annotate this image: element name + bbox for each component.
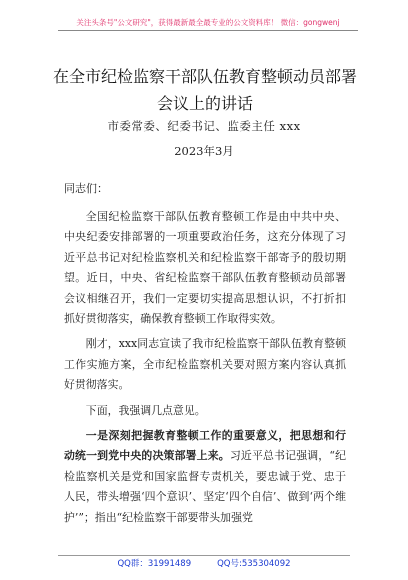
- document-body: [64, 207, 346, 533]
- footer-qq: QQ号:535304092: [217, 559, 291, 569]
- footer-qq-group: QQ群：31991489: [117, 559, 192, 569]
- section-heading: 一是深刻把握教育整顿工作的重要意义，把思想和行动统一到党中央的决策部署上来。: [64, 429, 346, 463]
- paragraph: 全国纪检监察干部队伍教育整顿工作是由中共中央、中央纪委安排部署的一项重要政治任务，这充分体现了习近平总书记对纪检监察机关和纪检监察干部寄予的殷切期望。近日，中央、省纪检监察干部队伍教育整顿动员部署会议相继召开，我们一定要切实提高思想认识，不打折扣抓好贯彻落实，确保教育整顿工作取得实效。: [64, 210, 346, 326]
- promo-banner-text: 关注头条号"公文研究"，获得最新最全最专业的公文资料库！ 微信：gongwenj: [76, 18, 340, 27]
- document-date: 2023年3月: [174, 144, 234, 158]
- document-title: 在全市纪检监察干部队伍教育整顿动员部署会议上的讲话: [52, 67, 357, 113]
- footer: [0, 557, 408, 573]
- paragraph: 刚才，xxx同志宣读了我市纪检监察干部队伍教育整顿工作实施方案，全市纪检监察机关要对照方案内容认真抓好贯彻落实。: [64, 337, 346, 392]
- document-author: 市委常委、纪委书记、监委主任 xxx: [107, 119, 301, 133]
- paragraph: 下面，我强调几点意见。: [85, 403, 206, 417]
- section-paragraph: [64, 426, 346, 528]
- salutation: 同志们：: [64, 182, 108, 195]
- section-body: 习近平总书记强调，“纪检监察机关是党和国家监督专责机关，要忠诚于党、忠于人民，带头增强‘四个意识’、坚定‘四个自信’、做到‘两个维护’”；指出“纪检监察干部要带头加强党: [64, 449, 346, 524]
- promo-banner: [58, 8, 358, 31]
